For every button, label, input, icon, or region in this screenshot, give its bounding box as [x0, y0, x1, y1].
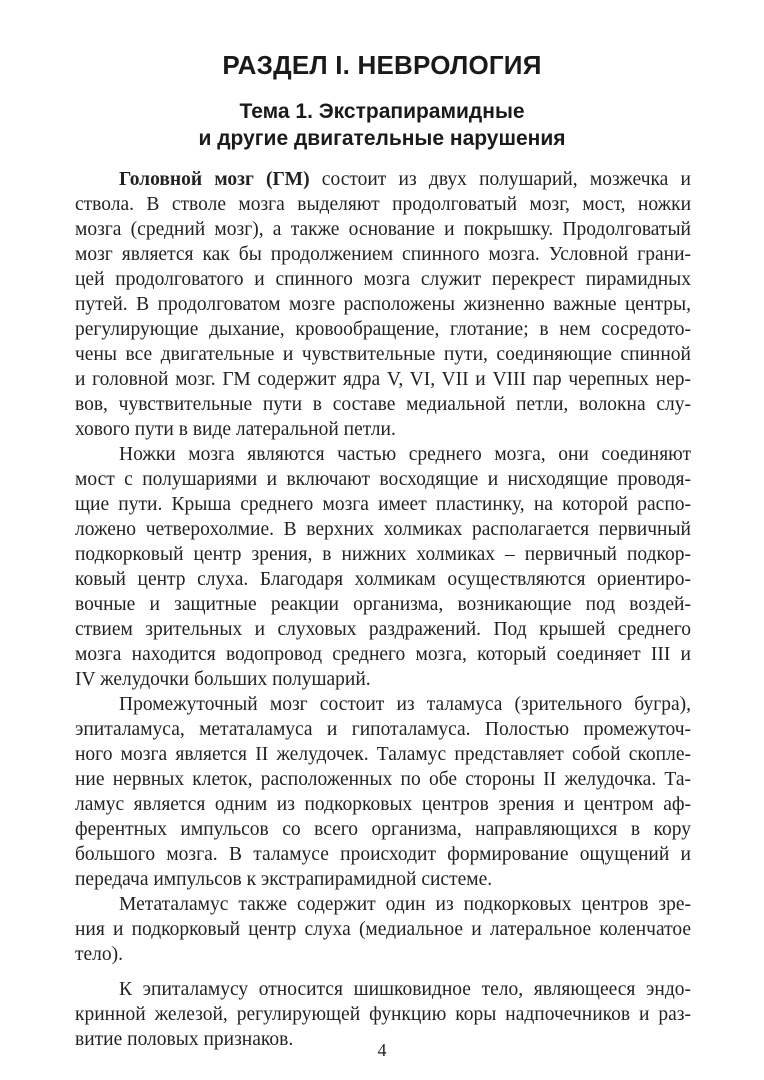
- paragraph-1-line-10: вов, чувствительные пути в составе медиальной петли, волокна слу-: [75, 394, 691, 415]
- page-number: 4: [377, 1040, 387, 1060]
- paragraph-1-line-6: путей. В продолговатом мозге расположены жизненно важные центры,: [75, 294, 691, 315]
- paragraph-3-line-7: большого мозга. В таламусе происходит формирование ощущений и: [75, 844, 691, 865]
- paragraph-1-line-3: мозга (средний мозг), а также основание и покрышку. Продолговатый: [75, 219, 691, 240]
- paragraph-1-line-5: цей продолговатого и спинного мозга служит перекрест пирамидных: [75, 269, 691, 290]
- paragraph-3-line-5: ламус является одним из подкорковых центров зрения и центром аф-: [75, 794, 691, 815]
- paragraph-4-line-1: Метаталамус также содержит один из подкорковых центров зре-: [119, 894, 691, 915]
- paragraph-4-line-2: ния и подкорковый центр слуха (медиальное и латеральное коленчатое: [75, 919, 691, 940]
- paragraph-5-line-2: кринной железой, регулирующей функцию коры надпочечников и раз-: [75, 1004, 691, 1025]
- paragraph-3-line-1: Промежуточный мозг состоит из таламуса (зрительного бугра),: [119, 694, 691, 715]
- paragraph-5-line-3: витие половых признаков.: [75, 1029, 294, 1050]
- topic-title-line-1: Тема 1. Экстрапирамидные: [239, 100, 525, 123]
- paragraph-1-line-9: и головной мозг. ГМ содержит ядра V, VI, VII и VIII пар черепных нер-: [75, 369, 691, 390]
- paragraph-2-line-1: Ножки мозга являются частью среднего мозга, они соединяют: [119, 444, 691, 465]
- paragraph-3-line-4: ние нервных клеток, расположенных по обе стороны II желудочка. Та-: [75, 769, 691, 790]
- topic-title-line-2: и другие двигательные нарушения: [198, 127, 566, 150]
- bold-term-brain: Головной мозг (ГМ): [119, 169, 310, 190]
- paragraph-3-line-6: ферентных импульсов со всего организма, направляющихся в кору: [75, 819, 691, 840]
- paragraph-5-line-1: К эпиталамусу относится шишковидное тело, являющееся эндо-: [119, 979, 691, 1000]
- paragraph-2-line-9: мозга находится водопровод среднего мозга, который соединяет III и: [75, 644, 691, 665]
- paragraph-4-line-3: тело).: [75, 944, 124, 965]
- paragraph-1-line-8: чены все двигательные и чувствительные пути, соединяющие спинной: [75, 344, 691, 365]
- paragraph-2-line-6: ковый центр слуха. Благодаря холмикам осуществляются ориентиро-: [75, 569, 691, 590]
- paragraph-1-line-7: регулирующие дыхание, кровообращение, глотание; в нем сосредото-: [75, 319, 691, 340]
- paragraph-2-line-4: ложено четверохолмие. В верхних холмиках располагается первичный: [75, 519, 691, 540]
- paragraph-2-line-10: IV желудочки больших полушарий.: [75, 669, 371, 690]
- paragraph-3-line-3: ного мозга является II желудочек. Таламус представляет собой скопле-: [75, 744, 691, 765]
- paragraph-3-line-2: эпиталамуса, метаталамуса и гипоталамуса. Полостью промежуточ-: [75, 719, 691, 740]
- paragraph-2-line-2: мост с полушариями и включают восходящие и нисходящие проводя-: [75, 469, 691, 490]
- paragraph-2-line-7: вочные и защитные реакции организма, возникающие под воздей-: [75, 594, 691, 615]
- paragraph-2-line-3: щие пути. Крыша среднего мозга имеет пластинку, на которой распо-: [75, 494, 691, 515]
- paragraph-1-line-4: мозг является как бы продолжением спинного мозга. Условной грани-: [75, 244, 691, 265]
- paragraph-1-line-1: Головной мозг (ГМ) состоит из двух полушарий, мозжечка и: [119, 169, 691, 190]
- paragraph-2-line-5: подкорковый центр зрения, в нижних холмиках – первичный подкор-: [75, 544, 691, 565]
- paragraph-3-line-8: передача импульсов к экстрапирамидной системе.: [75, 869, 493, 890]
- section-title: РАЗДЕЛ I. НЕВРОЛОГИЯ: [222, 50, 542, 80]
- paragraph-1-line-11: хового пути в виде латеральной петли.: [75, 419, 396, 440]
- paragraph-1-line-2: ствола. В стволе мозга выделяют продолговатый мозг, мост, ножки: [75, 194, 691, 215]
- paragraph-2-line-8: ствием зрительных и слуховых раздражений. Под крышей среднего: [75, 619, 691, 640]
